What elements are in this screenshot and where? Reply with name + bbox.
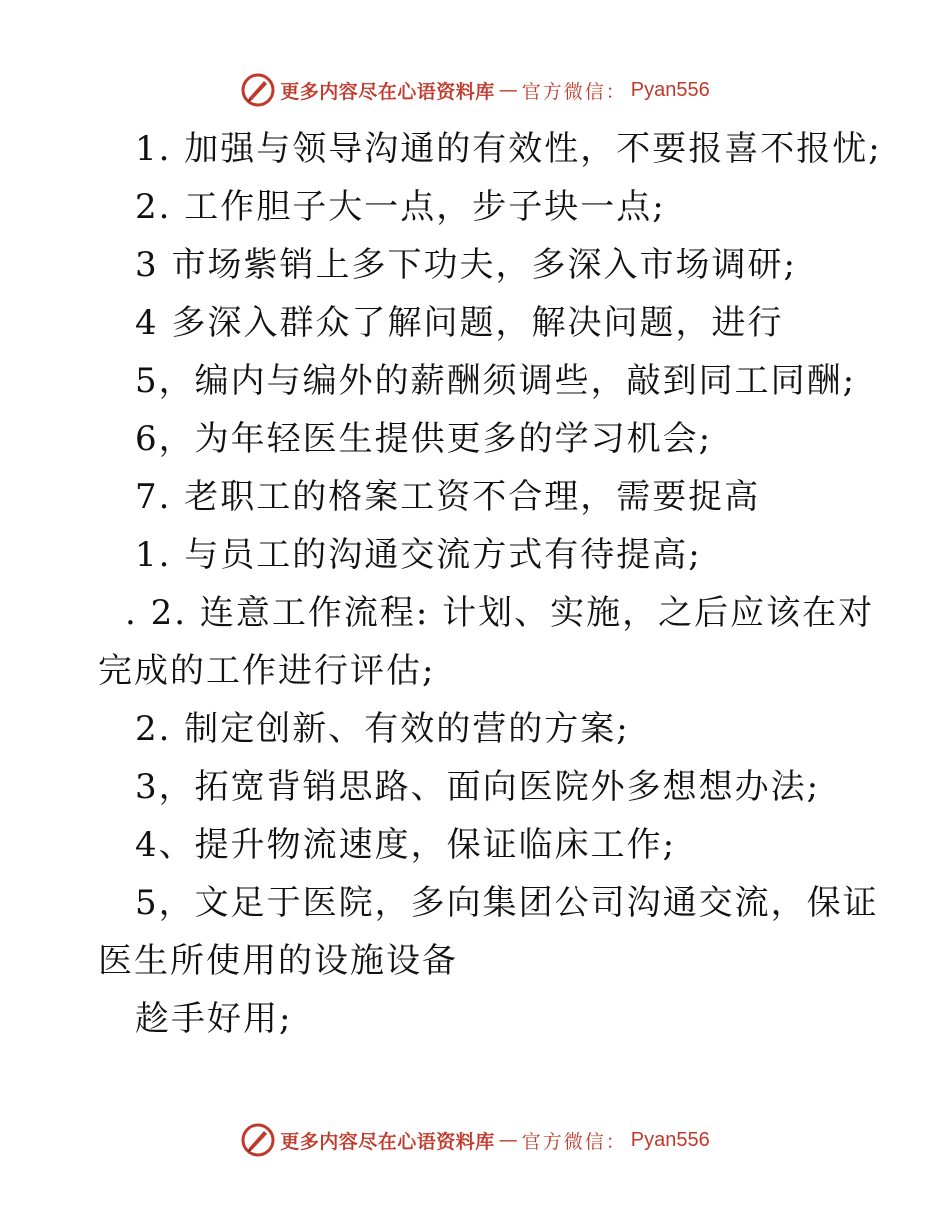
banner-wechat-label: 官方微信：	[521, 80, 627, 103]
text-line: 4 多深入群众了解问题，解决问题，进行	[135, 303, 784, 343]
quill-circle-icon	[240, 72, 276, 108]
header-banner	[0, 70, 950, 110]
text-line: . 2. 连意工作流程: 计划、实施，之后应该在对	[125, 593, 875, 633]
text-line: 2. 制定创新、有效的营的方案;	[135, 709, 630, 749]
text-line: 5，编内与编外的薪酬须调些，敲到同工同酬;	[135, 361, 857, 401]
banner-wechat-id: Pyan556	[630, 1128, 710, 1151]
banner-dash: —	[498, 1129, 518, 1151]
text-line: 完成的工作进行评估;	[98, 651, 436, 691]
text-line: 3 市场紫销上多下功夫，多深入市场调研;	[135, 245, 797, 285]
footer-banner	[0, 1120, 950, 1160]
banner-dash: —	[498, 79, 518, 101]
text-line: 5，文足于医院，多向集团公司沟通交流，保证	[135, 883, 879, 923]
text-line: 2. 工作胆子大一点，步子块一点;	[135, 187, 666, 227]
text-line: 医生所使用的设施设备	[98, 941, 458, 981]
banner-site-name: 更多内容尽在心语资料库	[280, 80, 495, 103]
text-line: 4、提升物流速度，保证临床工作;	[135, 825, 677, 865]
text-line: 7. 老职工的格案工资不合理，需要捉高	[135, 477, 761, 517]
text-line: 趁手好用;	[135, 999, 293, 1039]
text-line: 6，为年轻医生提供更多的学习机会;	[135, 419, 713, 459]
banner-site-name: 更多内容尽在心语资料库	[280, 1130, 495, 1153]
quill-circle-icon	[240, 1122, 276, 1158]
banner-wechat-label: 官方微信：	[521, 1130, 627, 1153]
text-line: 1. 加强与领导沟通的有效性，不要报喜不报忧;	[135, 129, 882, 169]
text-line: 3，拓宽背销思路、面向医院外多想想办法;	[135, 767, 821, 807]
text-line: 1. 与员工的沟通交流方式有待提高;	[135, 535, 702, 575]
banner-wechat-id: Pyan556	[630, 78, 710, 101]
